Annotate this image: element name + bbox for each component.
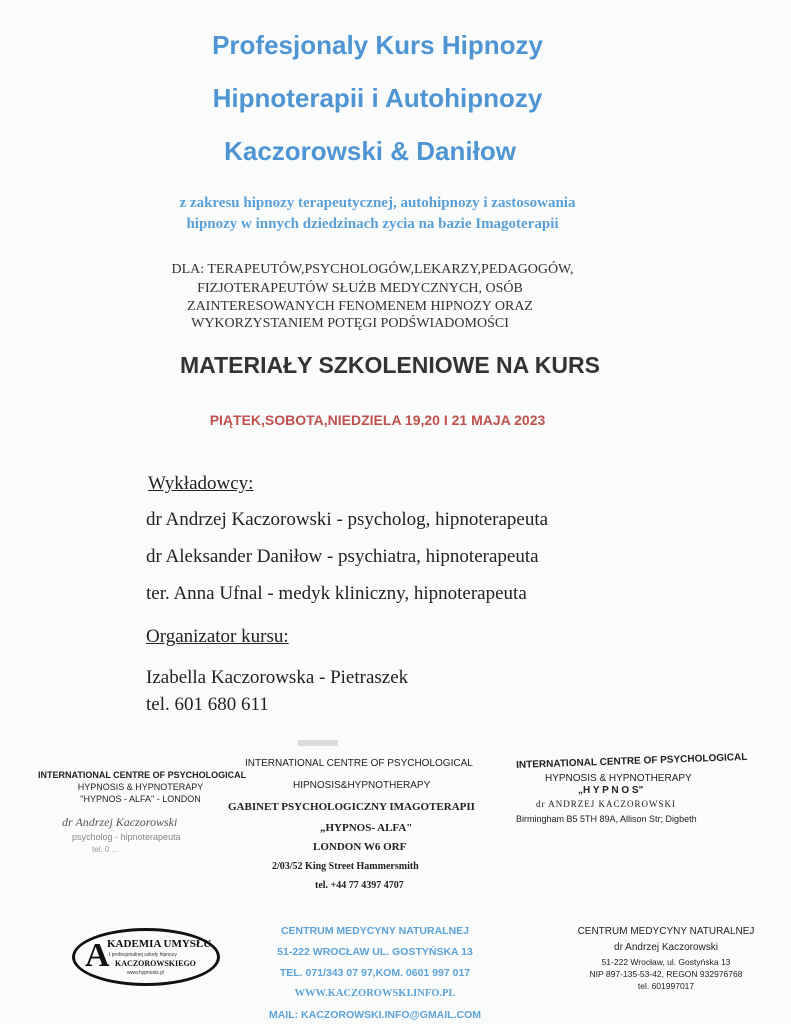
stamp-center-line-3: GABINET PSYCHOLOGICZNY IMAGOTERAPII bbox=[228, 801, 475, 813]
subtitle-line-1: z zakresu hipnozy terapeutycznej, autohipnozy i zastosowania bbox=[179, 195, 576, 211]
audience-line-3: ZAINTERESOWANYCH FENOMENEM HIPNOZY ORAZ bbox=[187, 299, 533, 314]
stamp-center-line-6: 2/03/52 King Street Hammersmith bbox=[272, 861, 419, 872]
footer-line-3: TEL. 071/343 07 97,KOM. 0601 997 017 bbox=[279, 967, 471, 979]
lecturer-3: ter. Anna Ufnal - medyk kliniczny, hipnoterapeuta bbox=[146, 583, 527, 604]
logo-name: KACZOROWSKIEGO bbox=[115, 959, 196, 968]
lecturers-heading: Wykładowcy: bbox=[148, 473, 254, 494]
stamp-br-line-2: dr Andrzej Kaczorowski bbox=[614, 942, 718, 953]
stamp-left-line-3: "HYPNOS - ALFA" - LONDON bbox=[80, 794, 201, 804]
stamp-center-line-7: tel. +44 77 4397 4707 bbox=[315, 880, 404, 891]
stamp-br-line-3: 51-222 Wrocław, ul. Gostyńska 13 bbox=[601, 957, 731, 967]
logo-url: www.hypnosis.pl bbox=[127, 970, 164, 976]
stamp-br-line-5: tel. 601997017 bbox=[637, 981, 695, 991]
stamp-left-signature: dr Andrzej Kaczorowski bbox=[62, 815, 178, 829]
akademia-logo bbox=[72, 928, 220, 986]
course-dates: PIĄTEK,SOBOTA,NIEDZIELA 19,20 I 21 MAJA 2023 bbox=[209, 412, 546, 428]
lecturer-1: dr Andrzej Kaczorowski - psycholog, hipnoterapeuta bbox=[146, 509, 549, 530]
stamp-center-line-2: HIPNOSIS&HYPNOTHERAPY bbox=[293, 780, 431, 791]
stamp-right-line-1: INTERNATIONAL CENTRE OF PSYCHOLOGICAL bbox=[516, 751, 748, 771]
stamp-right-line-3: „H Y P N O S" bbox=[578, 785, 644, 796]
stamp-br-line-4: NIP 897-135-53-42, REGON 932976768 bbox=[589, 969, 743, 979]
organizer-name: Izabella Kaczorowska - Pietraszek bbox=[146, 667, 409, 688]
stamp-right-line-2: HYPNOSIS & HYPNOTHERAPY bbox=[545, 773, 692, 784]
main-heading: MATERIAŁY SZKOLENIOWE NA KURS bbox=[180, 352, 600, 378]
audience-line-2: FIZJOTERAPEUTÓW SŁUŻB MEDYCZNYCH, OSÓB bbox=[197, 281, 523, 296]
footer-line-1: CENTRUM MEDYCYNY NATURALNEJ bbox=[280, 925, 470, 937]
lecturer-2: dr Aleksander Daniłow - psychiatra, hipnoterapeuta bbox=[146, 546, 539, 567]
stamp-left-line-1: INTERNATIONAL CENTRE OF PSYCHOLOGICAL bbox=[38, 770, 247, 780]
logo-letter: A bbox=[85, 937, 110, 974]
stamp-right-line-5: Birmingham B5 5TH 89A, Allison Str; Digbeth bbox=[516, 814, 697, 824]
logo-sub: I profesjonalnej szkoły hipnozy bbox=[109, 952, 177, 958]
footer-line-2: 51-222 WROCŁAW UL. GOSTYŃSKA 13 bbox=[277, 946, 473, 958]
logo-title: KADEMIA UMYSŁU bbox=[107, 938, 212, 950]
footer-website: WWW.KACZOROWSKI.INFO.PL bbox=[294, 988, 456, 999]
stamp-left bbox=[38, 769, 247, 805]
title-line-3: Kaczorowski & Daniłow bbox=[224, 136, 516, 166]
stamp-left-tel: tel. 0 ... bbox=[92, 845, 119, 854]
stamp-left-sub: psycholog - hipnoterapeuta bbox=[72, 832, 181, 842]
stamp-right-line-4: dr ANDRZEJ KACZOROWSKI bbox=[536, 799, 676, 809]
organizer-heading: Organizator kursu: bbox=[146, 626, 289, 647]
stamp-center-line-5: LONDON W6 ORF bbox=[313, 841, 407, 853]
title-line-1: Profesjonaly Kurs Hipnozy bbox=[212, 30, 543, 60]
stamp-br-line-1: CENTRUM MEDYCYNY NATURALNEJ bbox=[577, 926, 755, 937]
stamp-left-line-2: HYPNOSIS & HYPNOTERAPY bbox=[77, 782, 204, 792]
stamp-smudge bbox=[298, 740, 338, 746]
title-line-2: Hipnoterapii i Autohipnozy bbox=[212, 83, 543, 113]
subtitle-line-2: hipnozy w innych dziedzinach zycia na bazie Imagoterapii bbox=[186, 216, 559, 232]
organizer-phone: tel. 601 680 611 bbox=[146, 694, 269, 710]
stamp-center-line-4: „HYPNOS- ALFA" bbox=[320, 822, 413, 834]
stamp-center-line-1: INTERNATIONAL CENTRE OF PSYCHOLOGICAL bbox=[245, 758, 473, 769]
audience-line-1: DLA: TERAPEUTÓW,PSYCHOLOGÓW,LEKARZY,PEDAGOGÓW, bbox=[171, 262, 574, 277]
footer-email: MAIL: KACZOROWSKI.INFO@GMAIL.COM bbox=[268, 1009, 482, 1021]
audience-line-4: WYKORZYSTANIEM POTĘGI PODŚWIADOMOŚCI bbox=[191, 316, 509, 331]
